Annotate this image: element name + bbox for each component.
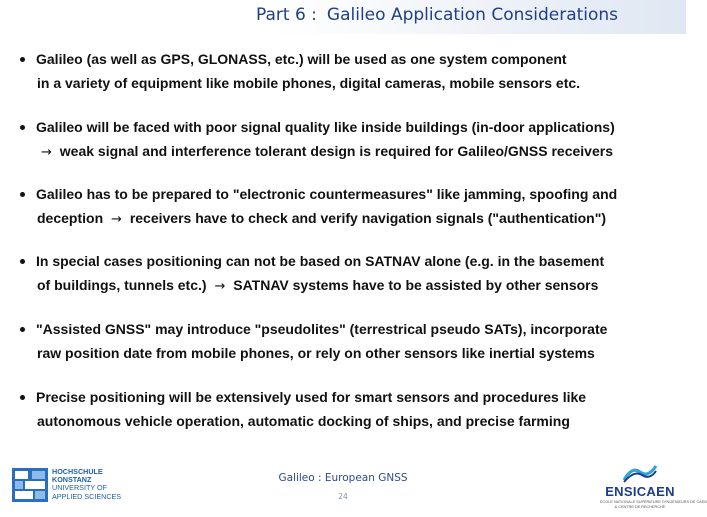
- bullet-line-1: Galileo (as well as GPS, GLONASS, etc.) will be used as one system component: [36, 51, 567, 67]
- bullet-text: SATNAV systems have to be assisted by other sensors: [233, 277, 599, 293]
- bullet-dot: [20, 192, 25, 197]
- ensicaen-subtitle: [600, 500, 707, 509]
- bullet-line-1: "Assisted GNSS" may introduce "pseudolites" (terrestrical pseudo SATs), incorporate: [36, 321, 608, 337]
- ensicaen-logo: [600, 462, 707, 512]
- bullet-text: weak signal and interference tolerant design is required for Galileo/GNSS receivers: [59, 143, 613, 159]
- bullet-text: of buildings, tunnels etc.): [37, 277, 207, 293]
- right-arrow-icon: →: [111, 212, 122, 227]
- bullet-dot: [20, 395, 25, 400]
- right-arrow-icon: →: [41, 145, 52, 160]
- footer-title: Galileo : European GNSS: [278, 472, 408, 484]
- title-part: Part 6 :: [256, 5, 317, 25]
- bullet-text: receivers have to check and verify navigation signals ("authentication"): [129, 210, 607, 226]
- bullet-line-2: raw position date from mobile phones, or rely on other sensors like inertial systems: [37, 345, 595, 361]
- page-number: 24: [338, 492, 348, 501]
- title-text: Galileo Application Considerations: [326, 5, 619, 25]
- bullet-line-1: Galileo has to be prepared to "electronic countermeasures" like jamming, spoofing and: [36, 186, 618, 202]
- bullet-line-2: [37, 142, 613, 162]
- bullet-line-2: [37, 209, 606, 229]
- bullet-line-2: [37, 276, 598, 296]
- bullet-line-1: Galileo will be faced with poor signal quality like inside buildings (in-door applications): [36, 119, 615, 135]
- bullet-dot: [20, 125, 25, 130]
- htwg-logo: [12, 467, 122, 505]
- right-arrow-icon: →: [214, 279, 226, 294]
- ensicaen-sub-line: ÉCOLE NATIONALE SUPÉRIEURE D'INGÉNIEURS DE CAEN: [600, 500, 707, 504]
- bullet-dot: [20, 57, 25, 62]
- ensicaen-sub-line: & CENTRE DE RECHERCHE: [614, 504, 666, 509]
- htwg-line: APPLIED SCIENCES: [52, 491, 122, 501]
- bullet-line-1: In special cases positioning can not be based on SATNAV alone (e.g. in the basement: [36, 253, 605, 269]
- htwg-line: KONSTANZ: [52, 475, 92, 485]
- bullet-line-2: autonomous vehicle operation, automatic docking of ships, and precise farming: [37, 413, 570, 429]
- htwg-logo-text: [52, 468, 121, 501]
- bullet-text: deception: [37, 210, 104, 226]
- bullet-line-1: Precise positioning will be extensively used for smart sensors and procedures like: [36, 389, 587, 405]
- bullet-line-2: in a variety of equipment like mobile phones, digital cameras, mobile sensors etc.: [37, 75, 581, 91]
- htwg-logo-mark-icon: [12, 468, 48, 502]
- ensicaen-wave-icon: [622, 462, 658, 484]
- ensicaen-name: ENSICAEN: [605, 484, 675, 499]
- bullet-dot: [20, 327, 25, 332]
- htwg-line: UNIVERSITY OF: [52, 483, 107, 493]
- htwg-line: HOCHSCHULE: [52, 467, 103, 476]
- bullet-dot: [20, 259, 25, 264]
